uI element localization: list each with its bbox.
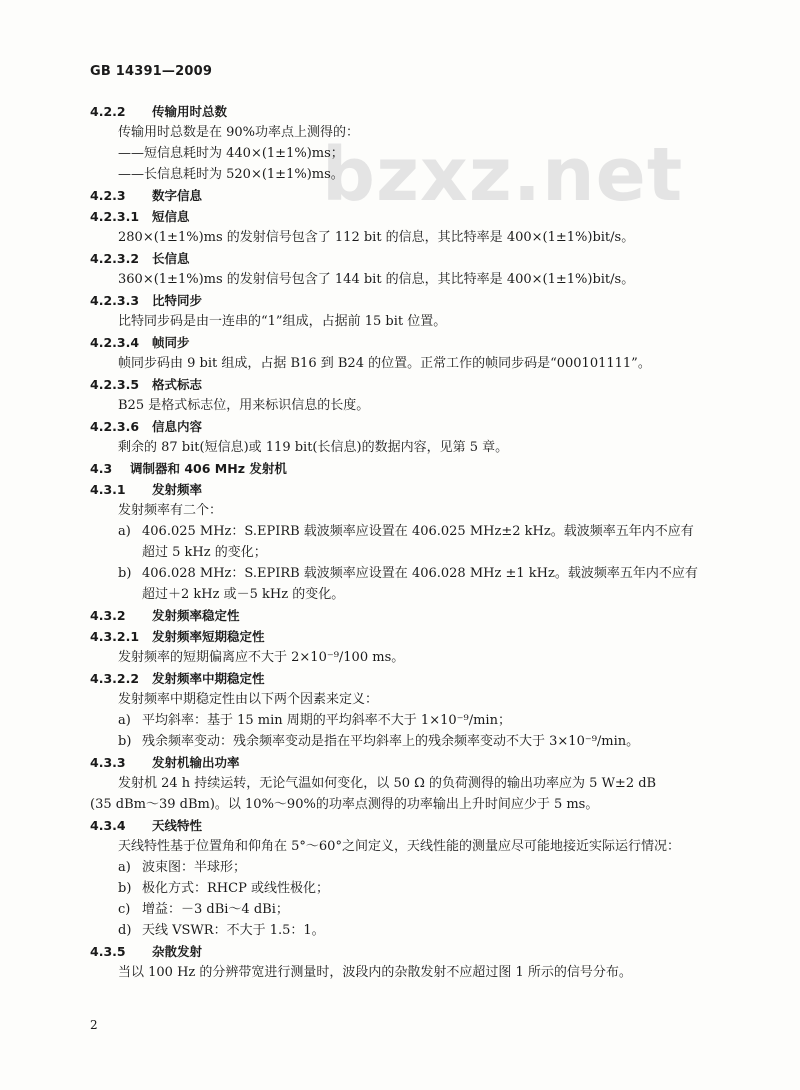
section-title: 传输用时总数 [152,104,228,119]
section-number: 4.3.1 [90,482,126,497]
list-item-text: 极化方式：RHCP 或线性极化； [142,881,329,896]
paragraph-line: 当以 100 Hz 的分辨带宽进行测量时，波段内的杂散发射不应超过图 1 所示的信号分布。 [118,965,632,980]
section-heading [90,605,730,626]
section-title: 比特同步 [152,293,203,308]
list-marker: a) [118,713,131,728]
section-number: 4.3.2 [90,608,126,623]
list-item [90,563,730,584]
section-number: 4.3.2.2 [90,671,140,686]
list-marker: d) [118,923,132,938]
paragraph-line: 360×(1±1%)ms 的发射信号包含了 144 bit 的信息，其比特率是 400×(1±1%)bit/s。 [118,272,635,287]
list-item [90,857,730,878]
list-item [90,521,730,542]
section-title: 短信息 [152,209,190,224]
paragraph-line: 发射机 24 h 持续运转，无论气温如何变化，以 50 Ω 的负荷测得的输出功率应为 5 W±2 dB [118,776,657,791]
paragraph-line: (35 dBm～39 dBm)。以 10%～90%的功率点测得的功率输出上升时间应少于 5 ms。 [90,797,599,812]
standard-code-header: GB 14391—2009 [90,64,213,79]
section-heading [90,941,730,962]
section-heading [90,101,730,122]
list-item-text: 406.028 MHz：S.EPIRB 载波频率应设置在 406.028 MHz ±1 kHz。载波频率五年内不应有 [142,566,698,581]
list-marker: a) [118,860,131,875]
section-number: 4.3.5 [90,944,126,959]
section-number: 4.2.3 [90,188,126,203]
paragraph-line: ——短信息耗时为 440×(1±1%)ms； [118,146,344,161]
list-marker: b) [118,566,132,581]
section-heading [90,668,730,689]
section-heading [90,185,730,206]
paragraph-line: 发射频率有二个： [118,503,223,518]
section-number: 4.3.4 [90,818,126,833]
list-marker: b) [118,734,132,749]
section-number: 4.2.2 [90,104,126,119]
list-item [90,899,730,920]
section-heading [90,416,730,437]
section-title: 长信息 [152,251,190,266]
section-title: 发射频率短期稳定性 [152,629,265,644]
section-title: 信息内容 [152,419,203,434]
paragraph-line: 发射频率的短期偏离应不大于 2×10⁻⁹/100 ms。 [118,650,405,665]
section-title: 杂散发射 [152,944,203,959]
section-heading [90,752,730,773]
section-title: 帧同步 [152,335,190,350]
section-title: 数字信息 [152,188,203,203]
paragraph-line: B25 是格式标志位，用来标识信息的长度。 [118,398,370,413]
section-title: 发射频率中期稳定性 [152,671,265,686]
list-item-text: 残余频率变动：残余频率变动是指在平均斜率上的残余频率变动不大于 3×10⁻⁹/min。 [142,734,640,749]
section-number: 4.2.3.2 [90,251,140,266]
list-item [90,731,730,752]
paragraph-line: 发射频率中期稳定性由以下两个因素来定义： [118,692,379,707]
paragraph-line: 比特同步码是由一连串的“1”组成，占据前 15 bit 位置。 [118,314,447,329]
list-item-text: 天线 VSWR：不大于 1.5：1。 [142,923,325,938]
list-item-text: 平均斜率：基于 15 min 周期的平均斜率不大于 1×10⁻⁹/min； [142,713,511,728]
section-title: 调制器和 406 MHz 发射机 [130,461,287,476]
section-number: 4.2.3.1 [90,209,140,224]
section-heading [90,206,730,227]
list-item-text: 增益：－3 dBi～4 dBi； [142,902,289,917]
list-marker: c) [118,902,131,917]
section-number: 4.2.3.4 [90,335,140,350]
section-number: 4.3 [90,461,113,476]
paragraph-line: 天线特性基于位置角和仰角在 5°～60°之间定义，天线性能的测量应尽可能地接近实际运行情况： [118,839,680,854]
section-number: 4.3.3 [90,755,126,770]
section-heading [90,248,730,269]
paragraph-line: 传输用时总数是在 90%功率点上测得的： [118,125,360,140]
section-heading [90,458,730,479]
section-number: 4.2.3.6 [90,419,140,434]
section-heading [90,374,730,395]
section-number: 4.2.3.3 [90,293,140,308]
section-number: 4.3.2.1 [90,629,140,644]
section-title: 天线特性 [152,818,203,833]
list-item [90,878,730,899]
list-marker: a) [118,524,131,539]
list-item-continuation: 超过＋2 kHz 或－5 kHz 的变化。 [142,587,345,602]
section-title: 发射频率稳定性 [152,608,240,623]
list-item [90,710,730,731]
paragraph-line: 剩余的 87 bit(短信息)或 119 bit(长信息)的数据内容，见第 5 章。 [118,440,509,455]
page-number: 2 [90,1018,98,1032]
list-item-text: 406.025 MHz：S.EPIRB 载波频率应设置在 406.025 MHz±2 kHz。载波频率五年内不应有 [142,524,694,539]
section-heading [90,815,730,836]
section-heading [90,479,730,500]
section-title: 发射机输出功率 [152,755,240,770]
list-item-continuation: 超过 5 kHz 的变化； [142,545,267,560]
paragraph-line: ——长信息耗时为 520×(1±1%)ms。 [118,167,344,182]
list-marker: b) [118,881,132,896]
section-title: 发射频率 [152,482,203,497]
list-item-text: 波束图：半球形； [142,860,247,875]
section-heading [90,290,730,311]
list-item [90,920,730,941]
paragraph-line: 帧同步码由 9 bit 组成，占据 B16 到 B24 的位置。正常工作的帧同步码是“000101111”。 [118,356,651,371]
section-number: 4.2.3.5 [90,377,140,392]
document-body [90,101,730,983]
section-title: 格式标志 [152,377,203,392]
watermark: bzxz.net [322,132,684,218]
paragraph-line: 280×(1±1%)ms 的发射信号包含了 112 bit 的信息，其比特率是 400×(1±1%)bit/s。 [118,230,635,245]
section-heading [90,332,730,353]
section-heading [90,626,730,647]
